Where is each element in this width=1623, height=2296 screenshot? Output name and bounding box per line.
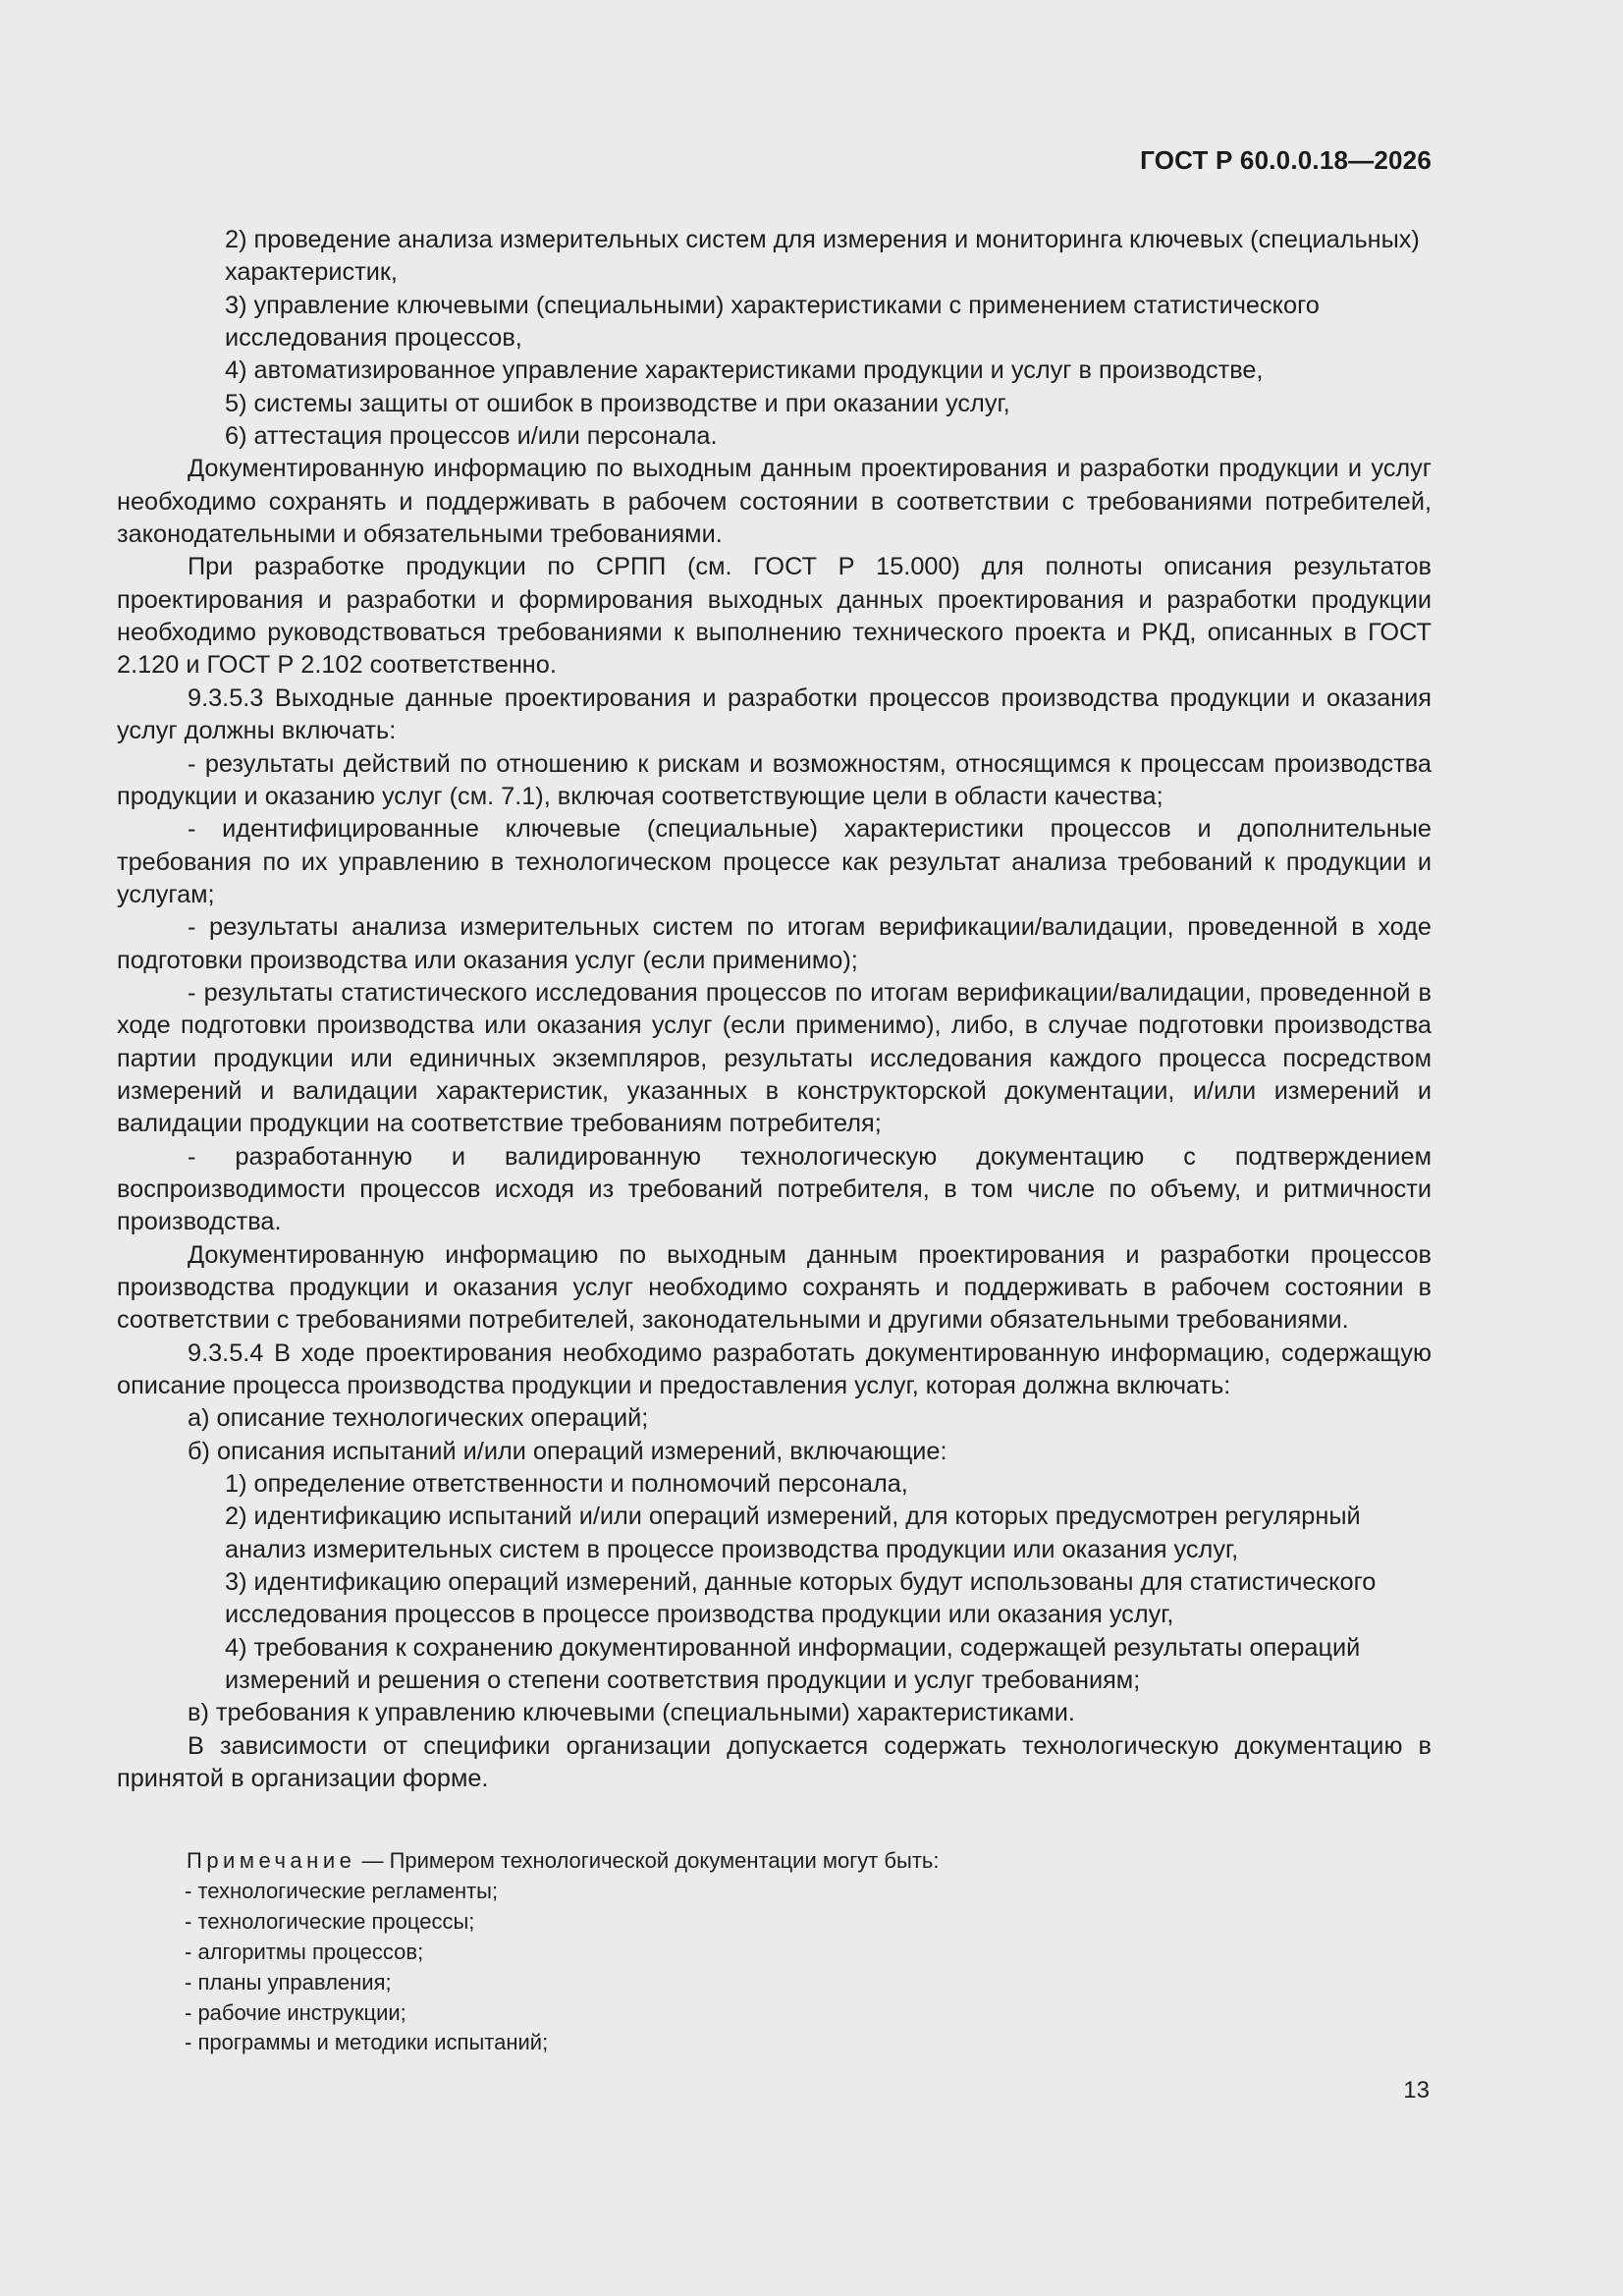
sublist-item-1: 1) определение ответственности и полномочий персонала, [225, 1470, 908, 1499]
bullet-4: - результаты статистического исследования процессов по итогам верификации/валидации, проведенной в ходе подготовки производства или оказания услуг (если применимо), либо, в случае подготовки производства партии продукции или единичных экземпляров, результаты исследования каждого процесса посредством измерений и валидации характеристик, указанных в конструкторской документации, и/или измерений и валидации продукции на соответствие требованиям потребителя; [117, 978, 1432, 1138]
note-intro: — Примером технологической документации могут быть: [355, 1848, 940, 1873]
bullet-1: - результаты действий по отношению к рискам и возможностям, относящимся к процессам производства продукции и оказанию услуг (см. 7.1), включая соответствующие цели в области качества; [117, 749, 1432, 810]
note-list [185, 1877, 1432, 2058]
paragraph-9-3-5-4: 9.3.5.4 В ходе проектирования необходимо разработать документированную информацию, содержащую описание процесса производства продукции и предоставления услуг, которая должна включать: [117, 1339, 1432, 1400]
note-heading [187, 1846, 1432, 1877]
list-item-a: а) описание технологических операций; [188, 1404, 649, 1433]
sublist-item-3: 3) идентификацию операций измерений, данные которых будут использованы для статистического исследования процессов в процессе производства продукции или оказания услуг, [225, 1568, 1377, 1629]
paragraph-4: Документированную информацию по выходным данным проектирования и разработки процессов производства продукции и оказания услуг необходимо сохранять и поддерживать в рабочем состоянии в соответствии с требованиями потребителей, законодательными и другими обязательными требованиями. [117, 1240, 1432, 1335]
paragraph-2: При разработке продукции по СРПП (см. ГОСТ Р 15.000) для полноты описания результатов проектирования и разработки и формирования выходных данных проектирования и разработки продукции необходимо руководствоваться требованиями к выполнению технического проекта и РКД, описанных в ГОСТ 2.120 и ГОСТ Р 2.102 соответственно. [117, 553, 1432, 680]
note-item: - технологические регламенты; [185, 1878, 499, 1903]
list-item-5: 5) системы защиты от ошибок в производстве и при оказании услуг, [225, 389, 1010, 417]
bullet-3: - результаты анализа измерительных систем по итогам верификации/валидации, проведенной в ходе подготовки производства или оказания услуг (если применимо); [117, 913, 1432, 974]
list-item-b: б) описания испытаний и/или операций измерений, включающие: [188, 1437, 947, 1465]
list-item-v: в) требования к управлению ключевыми (специальными) характеристиками. [188, 1699, 1075, 1727]
document-body [117, 224, 1432, 1796]
note-item: - рабочие инструкции; [185, 1999, 406, 2025]
sublist-item-2: 2) идентификацию испытаний и/или операций измерений, для которых предусмотрен регулярный анализ измерительных систем в процессе производства продукции или оказания услуг, [225, 1503, 1361, 1563]
note-block [187, 1846, 1432, 2058]
sublist-item-4: 4) требования к сохранению документированной информации, содержащей результаты операций измерений и решения о степени соответствия продукции и услуг требованиям; [225, 1633, 1361, 1695]
note-item: - планы управления; [185, 1969, 392, 1995]
paragraph-6: В зависимости от специфики организации допускается содержать технологическую документацию в принятой в организации форме. [117, 1731, 1432, 1793]
page-number: 13 [1403, 2077, 1430, 2104]
paragraph-1: Документированную информацию по выходным данным проектирования и разработки продукции и услуг необходимо сохранять и поддерживать в рабочем состоянии в соответствии с требованиями потребителей, законодательными и обязательными требованиями. [117, 455, 1432, 549]
paragraph-9-3-5-3: 9.3.5.3 Выходные данные проектирования и разработки процессов производства продукции и оказания услуг должны включать: [117, 683, 1432, 745]
note-item: - технологические процессы; [185, 1908, 475, 1934]
bullet-2: - идентифицированные ключевые (специальные) характеристики процессов и дополнительные требования по их управлению в технологическом процессе как результат анализа требований к продукции и услугам; [117, 815, 1432, 908]
list-item-6: 6) аттестация процессов и/или персонала. [225, 422, 718, 451]
note-item: - алгоритмы процессов; [185, 1939, 424, 1964]
note-label: Примечание [187, 1848, 356, 1873]
list-item-3: 3) управление ключевыми (специальными) характеристиками с применением статистического исследования процессов, [225, 291, 1320, 353]
list-item-2: 2) проведение анализа измерительных систем для измерения и мониторинга ключевых (специальных) характеристик, [225, 226, 1420, 287]
list-item-4: 4) автоматизированное управление характеристиками продукции и услуг в производстве, [225, 356, 1264, 385]
note-item: - программы и методики испытаний; [185, 2030, 549, 2055]
document-header: ГОСТ Р 60.0.0.18—2026 [1140, 145, 1432, 175]
bullet-5: - разработанную и валидированную технологическую документацию с подтверждением воспроизводимости процессов исходя из требований потребителя, в том числе по объему, и ритмичности производства. [117, 1142, 1432, 1236]
